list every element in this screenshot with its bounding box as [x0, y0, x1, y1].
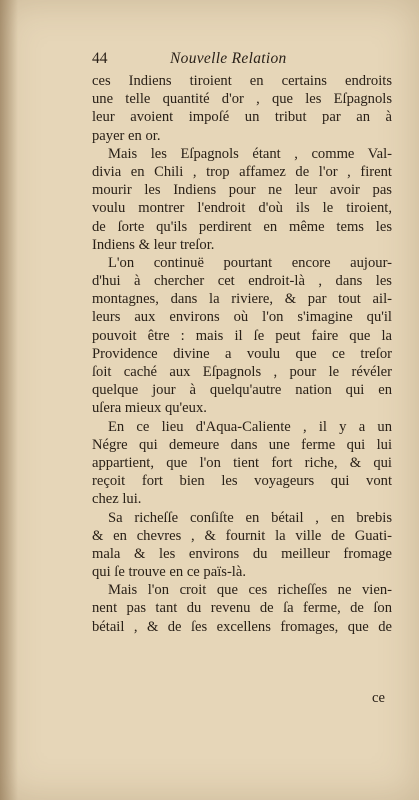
- text-line: Indiens & leur treſor.: [92, 236, 215, 253]
- text-line: nent pas tant du revenu de ſa ferme, de ſon: [92, 600, 392, 617]
- text-line: mourir les Indiens pour ne leur avoir pas: [92, 182, 392, 199]
- paragraph: [92, 418, 392, 509]
- text-line: ces Indiens tiroient en certains endroits: [92, 73, 392, 89]
- text-line: chez lui.: [92, 491, 142, 508]
- text-line: montagnes, dans la riviere, & par tout ail-: [92, 291, 392, 308]
- running-title: Nouvelle Relation: [170, 50, 287, 67]
- text-line: une telle quantité d'or , que les Eſpagnols: [92, 91, 392, 108]
- paragraph: [92, 254, 392, 418]
- catchword: ce: [372, 690, 385, 706]
- text-line: payer en or.: [92, 127, 161, 144]
- text-line: uſera mieux qu'eux.: [92, 400, 207, 417]
- text-line: En ce lieu d'Aqua-Caliente , il y a un: [108, 418, 392, 435]
- text-line: voulu montrer l'endroit d'où ils le tiroient,: [92, 200, 392, 217]
- text-line: Sa richeſſe conſiſte en bétail , en brebis: [108, 509, 392, 526]
- text-line: & en chevres , & fournit la ville de Guati-: [92, 527, 392, 544]
- text-line: ſoit caché aux Eſpagnols , pour le révéler: [92, 364, 392, 380]
- text-line: Providence divine a voulu que ce treſor: [92, 345, 392, 362]
- paragraph: [92, 509, 392, 582]
- page-gutter-shadow: [0, 0, 18, 800]
- text-line: L'on continuë pourtant encore aujour-: [108, 254, 392, 271]
- paragraph: [92, 581, 392, 636]
- running-head: [92, 50, 392, 72]
- text-line: bétail , & de ſes excellens fromages, que de: [92, 618, 392, 635]
- text-line: divia en Chili , trop affamez de l'or , firent: [92, 163, 392, 180]
- page-number: 44: [92, 50, 108, 67]
- paragraph: [92, 72, 392, 145]
- text-line: pouvoit être : mais il ſe peut faire que la: [92, 327, 392, 344]
- text-line: mala & les environs du meilleur fromage: [92, 545, 392, 562]
- text-line: Mais les Eſpagnols étant , comme Val-: [108, 145, 392, 162]
- text-line: appartient, que l'on tient fort riche, & qui: [92, 454, 392, 471]
- paragraph: [92, 145, 392, 254]
- text-line: leurs aux environs où l'on s'imagine qu'il: [92, 309, 392, 326]
- body-text: [92, 72, 392, 636]
- text-line: quelque jour à quelqu'autre nation qui en: [92, 382, 392, 399]
- text-line: Mais l'on croit que ces richeſſes ne vien-: [108, 582, 392, 599]
- text-line: de ſorte qu'ils perdirent en même tems les: [92, 218, 392, 235]
- text-line: qui ſe trouve en ce païs-là.: [92, 564, 246, 581]
- text-line: Négre qui demeure dans une ferme qui lui: [92, 436, 392, 453]
- text-line: reçoit fort bien les voyageurs qui vont: [92, 473, 392, 490]
- text-line: leur avoient impoſé un tribut par an à: [92, 109, 392, 126]
- text-line: d'hui à chercher cet endroit-là , dans les: [92, 273, 392, 290]
